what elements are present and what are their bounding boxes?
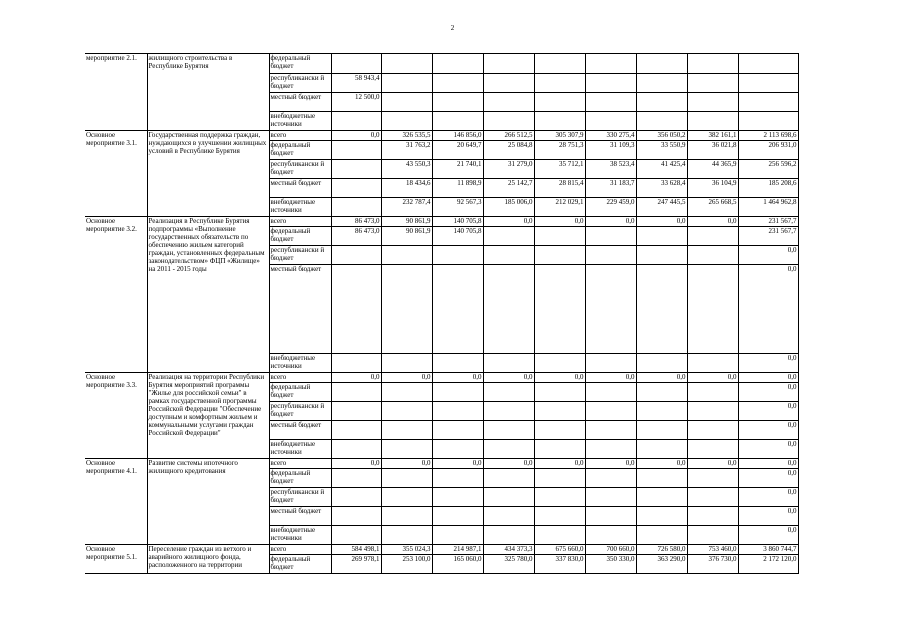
value-cell (636, 507, 687, 526)
measure-code-cell: мероприятие 2.1. (85, 54, 147, 131)
value-cell: 36 104,9 (687, 179, 738, 198)
value-cell (381, 246, 432, 265)
value-cell (687, 354, 738, 373)
total-cell: 0,0 (738, 440, 798, 459)
value-cell (687, 112, 738, 131)
measure-name-cell: Реализация в Республике Бурятия подпрограммы «Выполнение государственных обязательств по обеспечению жильем категорий граждан, установленных федеральным законодательством» ФЦП «Жилище» на 2011 - 2015 годы (147, 217, 269, 373)
value-cell (534, 93, 585, 112)
value-cell (381, 54, 432, 74)
value-cell (432, 440, 483, 459)
value-cell (636, 93, 687, 112)
source-cell: республикански й бюджет (269, 488, 331, 507)
value-cell (381, 93, 432, 112)
value-cell (585, 246, 636, 265)
value-cell (331, 488, 381, 507)
value-cell (534, 440, 585, 459)
value-cell (331, 265, 381, 354)
value-cell (331, 402, 381, 421)
value-cell: 86 473,0 (331, 217, 381, 227)
value-cell: 43 550,3 (381, 160, 432, 179)
value-cell: 305 307,9 (534, 131, 585, 141)
source-cell: федеральный бюджет (269, 555, 331, 574)
value-cell (331, 112, 381, 131)
value-cell (331, 54, 381, 74)
value-cell (381, 383, 432, 402)
value-cell: 753 460,0 (687, 545, 738, 555)
value-cell (687, 54, 738, 74)
source-cell: внебюджетные источники (269, 198, 331, 217)
value-cell (636, 112, 687, 131)
table-row (85, 373, 798, 383)
budget-table (85, 53, 799, 574)
total-cell: 231 567,7 (738, 217, 798, 227)
value-cell (636, 354, 687, 373)
value-cell (483, 383, 534, 402)
table-row (85, 54, 798, 74)
value-cell: 33 628,4 (636, 179, 687, 198)
value-cell (483, 507, 534, 526)
value-cell (585, 227, 636, 246)
value-cell: 35 712,1 (534, 160, 585, 179)
measure-code-cell: Основное мероприятие 3.3. (85, 373, 147, 459)
value-cell: 355 024,3 (381, 545, 432, 555)
value-cell (432, 421, 483, 440)
value-cell (687, 246, 738, 265)
measure-name-cell: Реализация на территории Республики Бурятия мероприятий программы "Жилье для российской семьи" в рамках государственной программы Российской Федерации "Обеспечение доступным и комфортным жильем и коммунальными услугами граждан Российской Федерации" (147, 373, 269, 459)
value-cell: 28 815,4 (534, 179, 585, 198)
value-cell (331, 526, 381, 545)
value-cell (534, 526, 585, 545)
value-cell: 253 100,0 (381, 555, 432, 574)
value-cell: 350 330,0 (585, 555, 636, 574)
value-cell (432, 93, 483, 112)
value-cell: 434 373,3 (483, 545, 534, 555)
value-cell: 0,0 (432, 373, 483, 383)
value-cell (585, 440, 636, 459)
value-cell: 25 084,8 (483, 141, 534, 160)
value-cell (432, 383, 483, 402)
value-cell (585, 507, 636, 526)
value-cell: 0,0 (331, 459, 381, 469)
value-cell: 0,0 (687, 217, 738, 227)
value-cell: 92 567,3 (432, 198, 483, 217)
value-cell (585, 265, 636, 354)
value-cell: 0,0 (534, 217, 585, 227)
value-cell: 266 512,5 (483, 131, 534, 141)
total-cell: 0,0 (738, 383, 798, 402)
value-cell: 325 780,0 (483, 555, 534, 574)
value-cell: 356 050,2 (636, 131, 687, 141)
value-cell: 58 943,4 (331, 74, 381, 93)
value-cell (331, 507, 381, 526)
value-cell (381, 354, 432, 373)
value-cell (636, 402, 687, 421)
source-cell: местный бюджет (269, 507, 331, 526)
source-cell: республикански й бюджет (269, 246, 331, 265)
value-cell (483, 246, 534, 265)
value-cell (687, 507, 738, 526)
source-cell: местный бюджет (269, 265, 331, 354)
value-cell: 146 856,0 (432, 131, 483, 141)
value-cell: 214 987,1 (432, 545, 483, 555)
value-cell: 38 523,4 (585, 160, 636, 179)
value-cell (534, 488, 585, 507)
value-cell: 165 060,0 (432, 555, 483, 574)
value-cell (331, 246, 381, 265)
value-cell: 18 434,6 (381, 179, 432, 198)
source-cell: внебюджетные источники (269, 440, 331, 459)
total-cell (738, 112, 798, 131)
measure-code-cell: Основное мероприятие 4.1. (85, 459, 147, 545)
value-cell (636, 526, 687, 545)
value-cell: 247 445,5 (636, 198, 687, 217)
value-cell (534, 246, 585, 265)
value-cell: 326 535,5 (381, 131, 432, 141)
value-cell (585, 112, 636, 131)
value-cell (483, 227, 534, 246)
value-cell: 0,0 (534, 459, 585, 469)
value-cell (636, 421, 687, 440)
measure-name-cell: жилищного строительства в Республике Бурятия (147, 54, 269, 131)
value-cell (432, 54, 483, 74)
value-cell (483, 74, 534, 93)
total-cell: 0,0 (738, 459, 798, 469)
total-cell: 0,0 (738, 421, 798, 440)
value-cell (432, 469, 483, 488)
value-cell (687, 227, 738, 246)
value-cell (687, 421, 738, 440)
value-cell (331, 383, 381, 402)
value-cell (687, 402, 738, 421)
value-cell (483, 265, 534, 354)
value-cell (331, 141, 381, 160)
value-cell (687, 440, 738, 459)
value-cell (585, 383, 636, 402)
value-cell (636, 440, 687, 459)
value-cell: 0,0 (331, 131, 381, 141)
source-cell: местный бюджет (269, 179, 331, 198)
value-cell (585, 421, 636, 440)
value-cell: 330 275,4 (585, 131, 636, 141)
total-cell: 0,0 (738, 265, 798, 354)
value-cell (432, 246, 483, 265)
value-cell (534, 265, 585, 354)
value-cell (483, 93, 534, 112)
value-cell (432, 354, 483, 373)
value-cell: 269 978,1 (331, 555, 381, 574)
table-row (85, 131, 798, 141)
measure-name-cell: Развитие системы ипотечного жилищного кредитования (147, 459, 269, 545)
value-cell (687, 469, 738, 488)
value-cell: 21 740,1 (432, 160, 483, 179)
value-cell (585, 354, 636, 373)
value-cell (636, 383, 687, 402)
source-cell: внебюджетные источники (269, 354, 331, 373)
value-cell (381, 488, 432, 507)
value-cell (331, 440, 381, 459)
total-cell: 0,0 (738, 488, 798, 507)
total-cell: 0,0 (738, 507, 798, 526)
value-cell (381, 469, 432, 488)
value-cell: 700 660,0 (585, 545, 636, 555)
measure-code-cell: Основное мероприятие 5.1. (85, 545, 147, 574)
measure-code-cell: Основное мероприятие 3.2. (85, 217, 147, 373)
value-cell: 0,0 (483, 373, 534, 383)
value-cell: 28 751,3 (534, 141, 585, 160)
value-cell (331, 179, 381, 198)
value-cell: 31 279,0 (483, 160, 534, 179)
value-cell (331, 354, 381, 373)
value-cell (483, 469, 534, 488)
value-cell (585, 526, 636, 545)
value-cell (534, 507, 585, 526)
value-cell (636, 227, 687, 246)
value-cell: 0,0 (483, 459, 534, 469)
table-row (85, 459, 798, 469)
total-cell: 231 567,7 (738, 227, 798, 246)
total-cell: 3 860 744,7 (738, 545, 798, 555)
value-cell (534, 227, 585, 246)
value-cell (432, 402, 483, 421)
measure-name-cell: Переселение граждан из ветхого и аварийного жилищного фонда, расположенного на территории (147, 545, 269, 574)
value-cell (687, 526, 738, 545)
value-cell (381, 265, 432, 354)
total-cell (738, 93, 798, 112)
value-cell (534, 54, 585, 74)
value-cell (687, 74, 738, 93)
value-cell (483, 488, 534, 507)
value-cell (534, 383, 585, 402)
value-cell: 36 021,8 (687, 141, 738, 160)
value-cell (483, 402, 534, 421)
table-row (85, 545, 798, 555)
value-cell (331, 160, 381, 179)
value-cell: 20 649,7 (432, 141, 483, 160)
value-cell: 0,0 (534, 373, 585, 383)
measure-code-cell: Основное мероприятие 3.1. (85, 131, 147, 217)
page-number: 2 (450, 24, 455, 32)
value-cell: 25 142,7 (483, 179, 534, 198)
value-cell (483, 354, 534, 373)
value-cell (432, 74, 483, 93)
value-cell (636, 265, 687, 354)
value-cell (534, 402, 585, 421)
value-cell: 31 183,7 (585, 179, 636, 198)
value-cell: 0,0 (585, 217, 636, 227)
value-cell (381, 421, 432, 440)
value-cell: 212 029,1 (534, 198, 585, 217)
value-cell (636, 74, 687, 93)
value-cell (687, 265, 738, 354)
source-cell: всего (269, 131, 331, 141)
value-cell: 0,0 (585, 459, 636, 469)
total-cell: 185 208,6 (738, 179, 798, 198)
source-cell: федеральный бюджет (269, 469, 331, 488)
total-cell: 206 931,0 (738, 141, 798, 160)
source-cell: федеральный бюджет (269, 141, 331, 160)
value-cell (331, 198, 381, 217)
value-cell: 376 730,0 (687, 555, 738, 574)
value-cell: 0,0 (483, 217, 534, 227)
value-cell (534, 354, 585, 373)
value-cell (381, 74, 432, 93)
value-cell (636, 469, 687, 488)
value-cell: 0,0 (381, 373, 432, 383)
value-cell: 11 898,9 (432, 179, 483, 198)
value-cell: 31 763,2 (381, 141, 432, 160)
value-cell: 90 861,9 (381, 227, 432, 246)
value-cell (432, 265, 483, 354)
value-cell (534, 469, 585, 488)
value-cell (534, 421, 585, 440)
source-cell: республикански й бюджет (269, 160, 331, 179)
source-cell: всего (269, 373, 331, 383)
value-cell: 31 109,3 (585, 141, 636, 160)
value-cell: 337 830,0 (534, 555, 585, 574)
source-cell: местный бюджет (269, 421, 331, 440)
table-row (85, 217, 798, 227)
value-cell (483, 54, 534, 74)
source-cell: федеральный бюджет (269, 227, 331, 246)
value-cell (432, 526, 483, 545)
value-cell (636, 54, 687, 74)
value-cell (687, 93, 738, 112)
value-cell (534, 74, 585, 93)
value-cell: 0,0 (636, 217, 687, 227)
value-cell: 265 668,5 (687, 198, 738, 217)
value-cell (432, 112, 483, 131)
value-cell: 90 861,9 (381, 217, 432, 227)
value-cell: 41 425,4 (636, 160, 687, 179)
source-cell: федеральный бюджет (269, 383, 331, 402)
value-cell: 229 459,0 (585, 198, 636, 217)
value-cell: 675 660,0 (534, 545, 585, 555)
value-cell (636, 246, 687, 265)
value-cell (483, 421, 534, 440)
value-cell: 0,0 (331, 373, 381, 383)
value-cell (381, 112, 432, 131)
value-cell (585, 488, 636, 507)
value-cell (636, 488, 687, 507)
value-cell: 0,0 (636, 459, 687, 469)
value-cell: 185 006,0 (483, 198, 534, 217)
total-cell: 0,0 (738, 526, 798, 545)
value-cell: 0,0 (585, 373, 636, 383)
value-cell: 584 498,1 (331, 545, 381, 555)
value-cell: 44 365,9 (687, 160, 738, 179)
value-cell (381, 402, 432, 421)
value-cell (381, 526, 432, 545)
value-cell (381, 507, 432, 526)
source-cell: местный бюджет (269, 93, 331, 112)
value-cell: 33 550,9 (636, 141, 687, 160)
value-cell (483, 526, 534, 545)
value-cell (687, 488, 738, 507)
value-cell: 0,0 (381, 459, 432, 469)
value-cell (432, 488, 483, 507)
value-cell: 232 787,4 (381, 198, 432, 217)
value-cell (432, 507, 483, 526)
value-cell: 12 500,0 (331, 93, 381, 112)
value-cell (585, 74, 636, 93)
total-cell: 0,0 (738, 469, 798, 488)
total-cell (738, 74, 798, 93)
source-cell: республикански й бюджет (269, 74, 331, 93)
total-cell: 256 596,2 (738, 160, 798, 179)
value-cell (483, 440, 534, 459)
source-cell: республикански й бюджет (269, 402, 331, 421)
total-cell: 1 464 962,8 (738, 198, 798, 217)
value-cell: 140 705,8 (432, 227, 483, 246)
total-cell: 0,0 (738, 373, 798, 383)
source-cell: федеральный бюджет (269, 54, 331, 74)
value-cell (585, 402, 636, 421)
value-cell (585, 93, 636, 112)
value-cell: 726 580,0 (636, 545, 687, 555)
value-cell: 0,0 (687, 459, 738, 469)
value-cell: 0,0 (432, 459, 483, 469)
total-cell: 0,0 (738, 246, 798, 265)
value-cell: 382 161,1 (687, 131, 738, 141)
value-cell: 0,0 (636, 373, 687, 383)
value-cell: 363 290,0 (636, 555, 687, 574)
value-cell (585, 469, 636, 488)
value-cell (585, 54, 636, 74)
source-cell: внебюджетные источники (269, 112, 331, 131)
value-cell (381, 440, 432, 459)
value-cell (534, 112, 585, 131)
value-cell: 140 705,8 (432, 217, 483, 227)
total-cell (738, 54, 798, 74)
total-cell: 2 113 698,6 (738, 131, 798, 141)
source-cell: всего (269, 459, 331, 469)
source-cell: всего (269, 545, 331, 555)
total-cell: 0,0 (738, 354, 798, 373)
value-cell (331, 469, 381, 488)
value-cell: 0,0 (687, 373, 738, 383)
total-cell: 0,0 (738, 402, 798, 421)
source-cell: внебюджетные источники (269, 526, 331, 545)
value-cell (483, 112, 534, 131)
value-cell (331, 421, 381, 440)
value-cell (687, 383, 738, 402)
source-cell: всего (269, 217, 331, 227)
value-cell: 86 473,0 (331, 227, 381, 246)
total-cell: 2 172 120,0 (738, 555, 798, 574)
measure-name-cell: Государственная поддержка граждан, нуждающихся в улучшении жилищных условий в Республике Бурятия (147, 131, 269, 217)
